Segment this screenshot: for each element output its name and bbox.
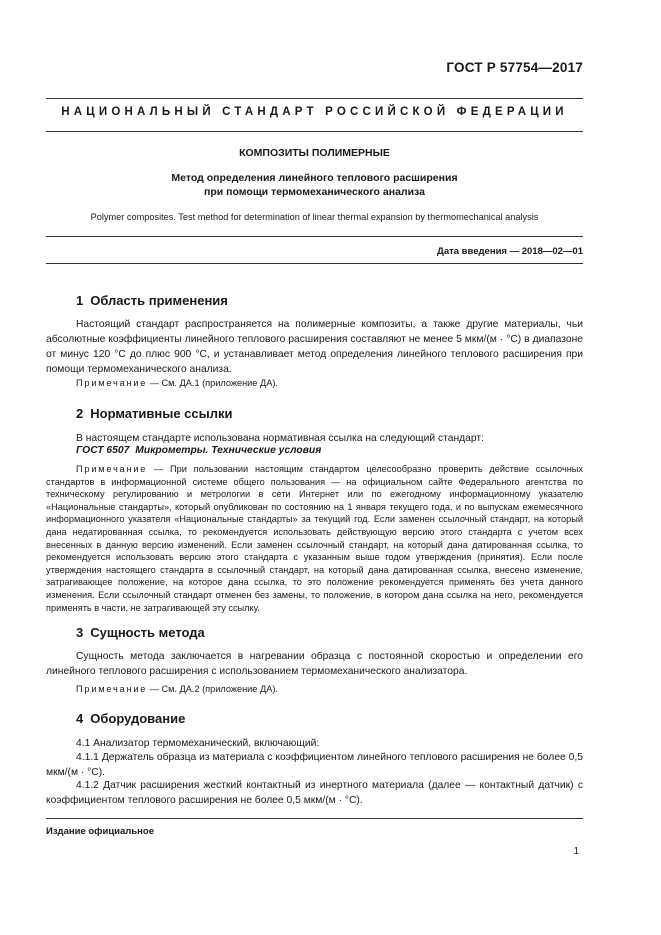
section-2-heading (76, 406, 232, 421)
section-number: 3 (76, 625, 84, 640)
section-title: Область применения (90, 293, 228, 308)
section-title: Нормативные ссылки (90, 406, 233, 421)
section-number: 4 (76, 711, 84, 726)
note-lead: Примечание (76, 378, 148, 388)
national-standard-banner: НАЦИОНАЛЬНЫЙ СТАНДАРТ РОССИЙСКОЙ ФЕДЕРАЦИИ (61, 106, 568, 118)
section-4-heading (76, 711, 185, 726)
section-2-note (46, 463, 583, 614)
normative-reference (76, 445, 321, 456)
note-lead: Примечание (76, 684, 148, 694)
section-1-note (46, 377, 583, 390)
item-4-1-2: 4.1.2 Датчик расширения жесткий контактный из инертного материала (далее — контактный датчик) с коэффициентом теплового расширения не более 0,5 мкм/(м · °С). (46, 780, 583, 806)
item-4-1: 4.1 Анализатор термомеханический, включающий: (76, 738, 320, 749)
document-subtitle (46, 171, 583, 199)
item-4-1-1: 4.1.1 Держатель образца из материала с коэффициентом линейного теплового расширения не более 0,5 мкм/(м · °С). (46, 752, 583, 778)
subtitle-line-2: при помощи термомеханического анализа (204, 186, 425, 198)
reference-code: ГОСТ 6507 (76, 445, 130, 456)
note-text: — При пользовании настоящим стандартом целесообразно проверить действие ссылочных стандартов в информационной системе общего пользования — на официальном сайте Федерального агентства по техническому регулированию и метрологии в сети Интернет или по ежегодному информационному указателю «Национальные стандарты», который опубликован по состоянию на 1 января текущего года, и по выпускам ежемесячного информационного указателя «Национальные стандарты» за текущий год. Если заменен ссылочный стандарт, на который дана недатированная ссылка, то рекомендуется использовать действующую версию этого стандарта с учетом всех внесенных в данную версию изменений. Если заменен ссылочный стандарт, на который дана датированная ссылка, то рекомендуется использовать версию этого стандарта с указанным выше годом утверждения (принятия). Если после утверждения настоящего стандарта в ссылочный стандарт, на который дана датированная ссылка, внесено изменение, затрагивающее положение, на которое дана ссылка, то это положение рекомендуется применять без учета данного изменения. Если ссылочный стандарт отменен без замены, то положение, в котором дана ссылка на него, рекомендуется применять в части, не затрагивающей эту ссылку. (46, 464, 583, 613)
section-3-text: Сущность метода заключается в нагревании образца с постоянной скоростью и определении его линейного теплового расширения с использованием термомеханического анализатора. (46, 651, 583, 677)
section-3-note (46, 683, 583, 696)
section-2-text: В настоящем стандарте использована нормативная ссылка на следующий стандарт: (76, 433, 484, 444)
footer-rule (46, 818, 583, 819)
reference-title: Микрометры. Технические условия (135, 445, 322, 456)
document-title: КОМПОЗИТЫ ПОЛИМЕРНЫЕ (239, 147, 390, 159)
section-1-text: Настоящий стандарт распространяется на полимерные композиты, а также другие материалы, чьи абсолютные коэффициенты линейного теплового расширения составляют не менее 5 мкм/(м · °С) в диапазоне от минус 120 °С до плюс 900 °С, и устанавливает метод определения линейного теплового расширения при помощи термомеханического анализа. (46, 319, 583, 375)
gost-code: ГОСТ Р 57754—2017 (446, 60, 583, 75)
note-text: — См. ДА.2 (приложение ДА). (147, 684, 278, 694)
date-rule (46, 263, 583, 264)
english-title: Polymer composites. Test method for determination of linear thermal expansion by thermomechanical analysis (90, 212, 539, 222)
section-title: Оборудование (90, 711, 186, 726)
header-rule-bottom (46, 131, 583, 132)
section-number: 1 (76, 293, 84, 308)
section-3-heading (76, 625, 205, 640)
section-number: 2 (76, 406, 84, 421)
header-rule-top (46, 98, 583, 99)
page-number: 1 (573, 846, 579, 857)
note-lead: Примечание (76, 464, 148, 474)
intro-date: Дата введения — 2018—02—01 (437, 246, 583, 257)
note-text: — См. ДА.1 (приложение ДА). (147, 378, 278, 388)
section-title: Сущность метода (90, 625, 205, 640)
subtitle-line-1: Метод определения линейного теплового расширения (171, 172, 458, 184)
title-rule (46, 236, 583, 237)
section-1-heading (76, 293, 228, 308)
official-edition-label: Издание официальное (46, 826, 154, 837)
